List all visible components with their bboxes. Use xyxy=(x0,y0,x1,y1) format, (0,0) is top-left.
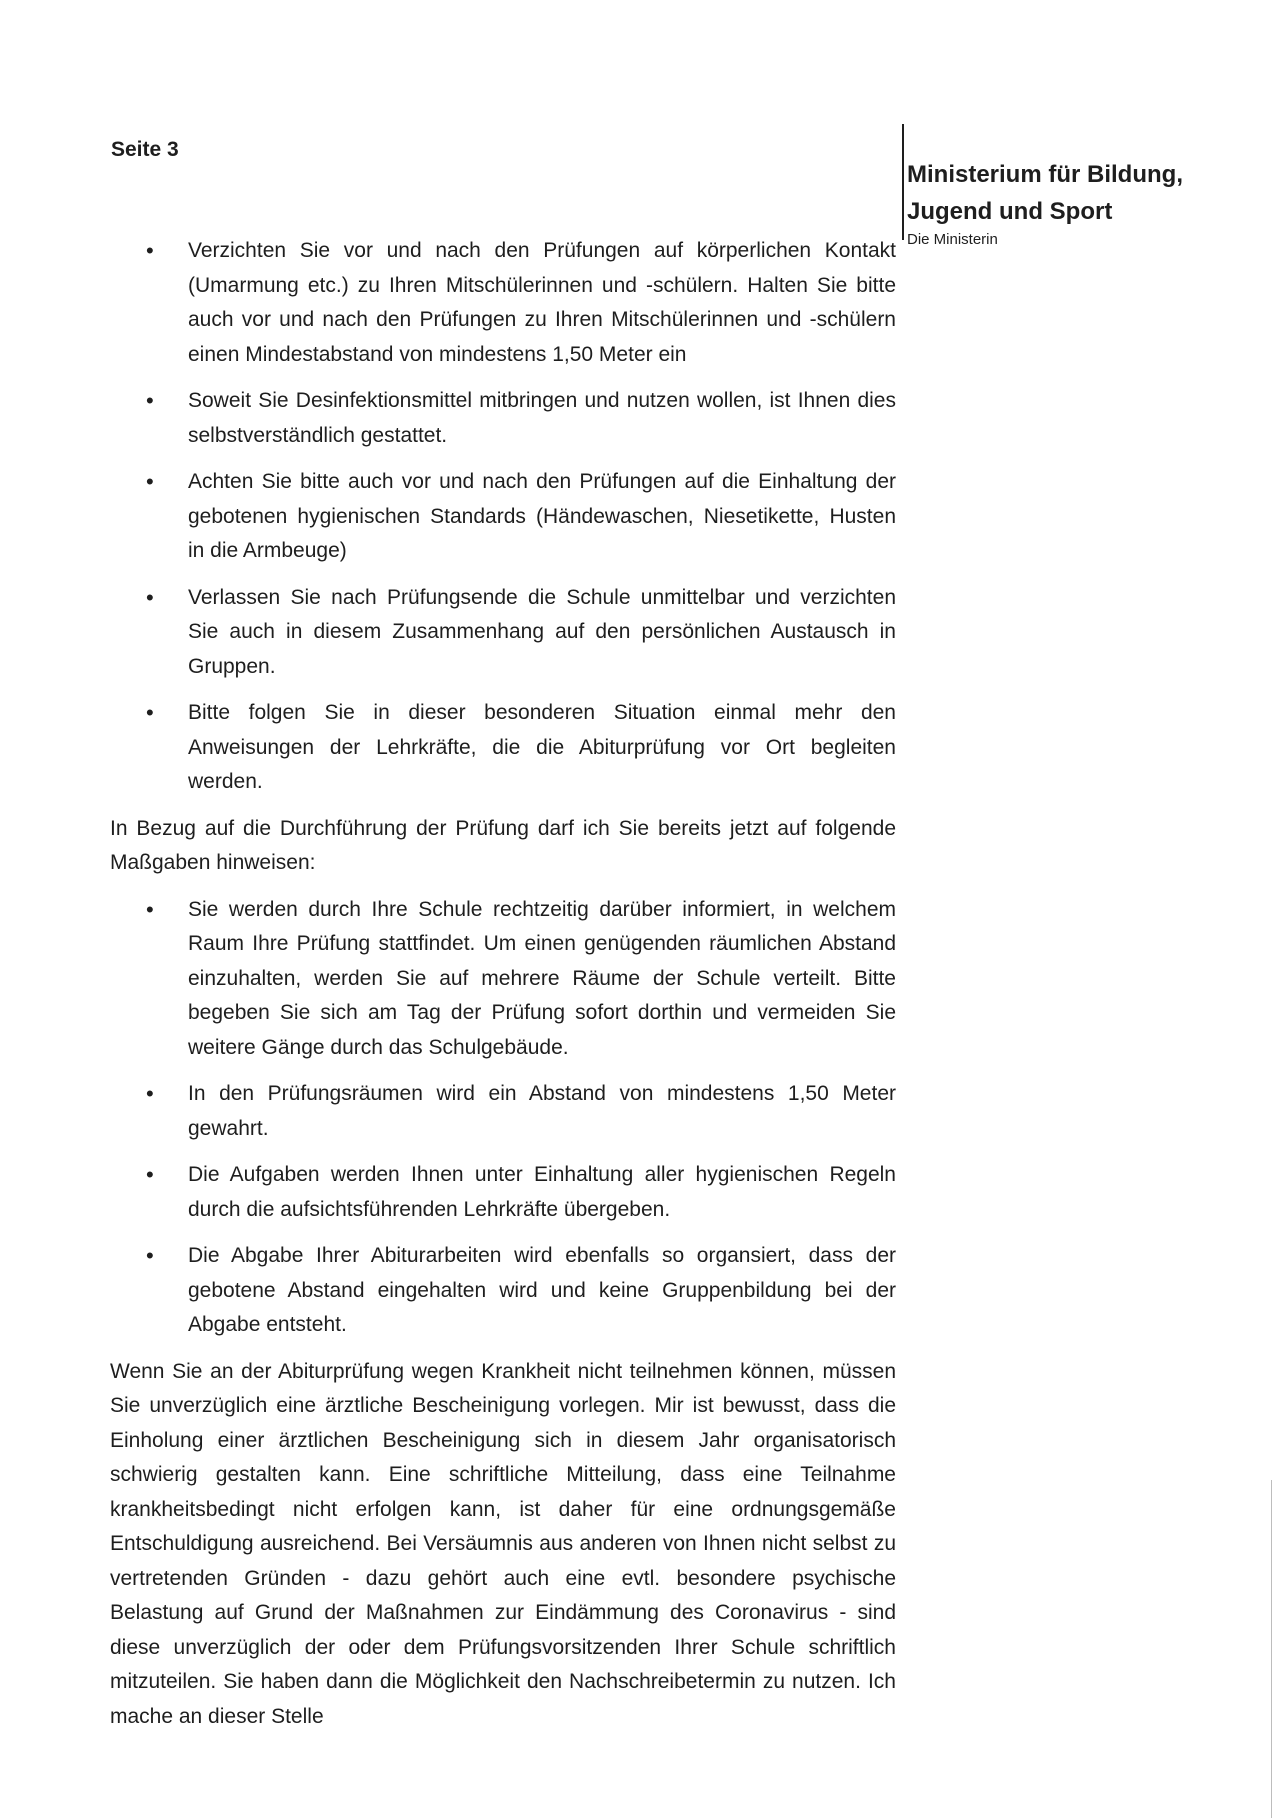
list-item: • In den Prüfungsräumen wird ein Abstand von mindestens 1,50 Meter gewahrt. xyxy=(110,1077,896,1146)
scan-edge-line xyxy=(1271,1480,1272,1818)
list-item: • Bitte folgen Sie in dieser besonderen Situation einmal mehr den Anweisungen der Lehrkräfte, die die Abiturprüfung vor Ort begleiten werden. xyxy=(110,696,896,800)
list-item: • Sie werden durch Ihre Schule rechtzeitig darüber informiert, in welchem Raum Ihre Prüfung stattfindet. Um einen genügenden räumlichen Abstand einzuhalten, werden Sie auf mehrere Räume der Schule verteilt. Bitte begeben Sie sich am Tag der Prüfung sofort dorthin und vermeiden Sie weitere Gänge durch das Schulgebäude. xyxy=(110,893,896,1066)
list-item: • Verlassen Sie nach Prüfungsende die Schule unmittelbar und verzichten Sie auch in diesem Zusammenhang auf den persönlichen Austausch in Gruppen. xyxy=(110,581,896,685)
page-label: Seite 3 xyxy=(111,138,179,161)
list-item: • Soweit Sie Desinfektionsmittel mitbringen und nutzen wollen, ist Ihnen dies selbstverständlich gestattet. xyxy=(110,384,896,453)
list-item: • Die Aufgaben werden Ihnen unter Einhaltung aller hygienischen Regeln durch die aufsichtsführenden Lehrkräfte übergeben. xyxy=(110,1158,896,1227)
intro-paragraph: In Bezug auf die Durchführung der Prüfung darf ich Sie bereits jetzt auf folgende Maßgaben hinweisen: xyxy=(110,816,896,874)
list-item: • Die Abgabe Ihrer Abiturarbeiten wird ebenfalls so organsiert, dass der gebotene Abstand eingehalten wird und keine Gruppenbildung bei der Abgabe entsteht. xyxy=(110,1239,896,1343)
letter-body xyxy=(110,234,896,1746)
list-item: • Achten Sie bitte auch vor und nach den Prüfungen auf die Einhaltung der gebotenen hygienischen Standards (Händewaschen, Niesetikette, Husten in die Armbeuge) xyxy=(110,465,896,569)
hygiene-rules-list xyxy=(110,234,896,800)
sender-name: Ministerium für Bildung, Jugend und Sport xyxy=(907,161,1183,225)
exam-procedure-list xyxy=(110,893,896,1343)
list-item: • Verzichten Sie vor und nach den Prüfungen auf körperlichen Kontakt (Umarmung etc.) zu Ihren Mitschülerinnen und -schülern. Halten Sie bitte auch vor und nach den Prüfungen zu Ihren Mitschülerinnen und -schülern einen Mindestabstand von mindestens 1,50 Meter ein xyxy=(110,234,896,372)
sender-block xyxy=(902,124,1202,248)
closing-paragraph: Wenn Sie an der Abiturprüfung wegen Krankheit nicht teilnehmen können, müssen Sie unverzüglich eine ärztliche Bescheinigung vorlegen. Mir ist bewusst, dass die Einholung einer ärztlichen Bescheinigung sich in diesem Jahr organisatorisch schwierig gestalten kann. Eine schriftliche Mitteilung, dass eine Teilnahme krankheitsbedingt nicht erfolgen kann, ist daher für eine ordnungsgemäße Entschuldigung ausreichend. Bei Versäumnis aus anderen von Ihnen nicht selbst zu vertretenden Gründen - dazu gehört auch eine evtl. besondere psychische Belastung auf Grund der Maßnahmen zur Eindämmung des Coronavirus - sind diese unverzüglich der oder dem Prüfungsvorsitzenden Ihrer Schule schriftlich mitzuteilen. Sie haben dann die Möglichkeit den Nachschreibetermin zu nutzen. Ich mache an dieser Stelle xyxy=(110,1359,896,1728)
sender-subtitle: Die Ministerin xyxy=(907,231,998,248)
